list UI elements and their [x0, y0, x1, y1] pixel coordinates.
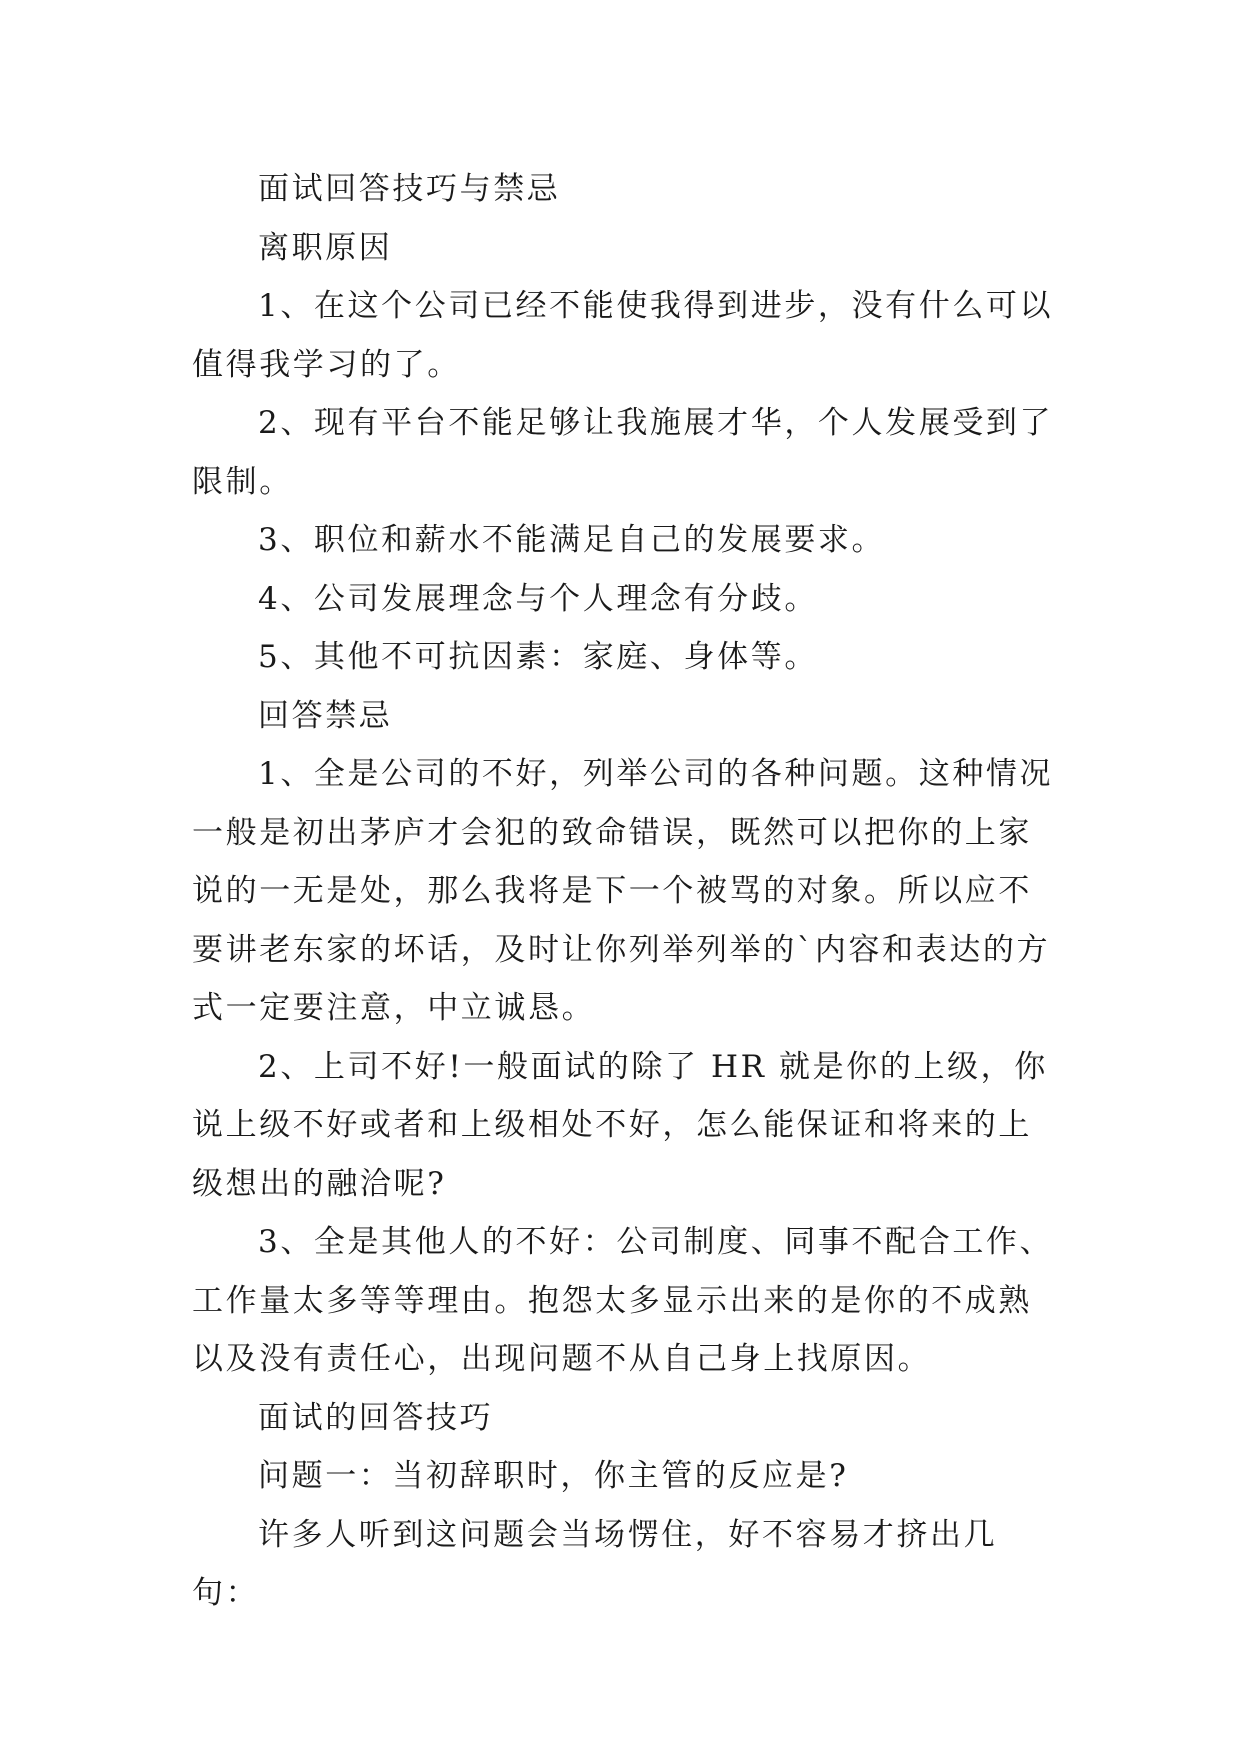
section-heading-answer-skills: 面试的回答技巧 [258, 1399, 494, 1436]
paragraph-reason-3: 3、职位和薪水不能满足自己的发展要求。 [258, 522, 886, 558]
section-heading-resignation-reasons: 离职原因 [258, 229, 393, 266]
document-body [192, 160, 1056, 1623]
paragraph-taboo-1: 1、全是公司的不好，列举公司的各种问题。这种情况一般是初出茅庐才会犯的致命错误，既然可以把你的上家说的一无是处，那么我将是下一个被骂的对象。所以应不要讲老东家的坏话，及时让你列举列举的`内容和表达的方式一定要注意，中立诚恳。 [192, 756, 1054, 1026]
paragraph-question-1-answer: 许多人听到这问题会当场愣住，好不容易才挤出几句： [192, 1516, 998, 1611]
paragraph-taboo-3: 3、全是其他人的不好：公司制度、同事不配合工作、工作量太多等等理由。抱怨太多显示出来的是你的不成熟以及没有责任心，出现问题不从自己身上找原因。 [192, 1224, 1054, 1377]
paragraph-question-1: 问题一：当初辞职时，你主管的反应是? [258, 1458, 849, 1494]
document-title: 面试回答技巧与禁忌 [258, 171, 561, 207]
paragraph-reason-5: 5、其他不可抗因素：家庭、身体等。 [258, 639, 818, 675]
paragraph-reason-1: 1、在这个公司已经不能使我得到进步，没有什么可以值得我学习的了。 [192, 288, 1054, 383]
section-heading-answer-taboos: 回答禁忌 [258, 697, 393, 734]
paragraph-reason-4: 4、公司发展理念与个人理念有分歧。 [258, 580, 818, 617]
paragraph-reason-2: 2、现有平台不能足够让我施展才华，个人发展受到了限制。 [192, 405, 1054, 500]
paragraph-taboo-2: 2、上司不好!一般面试的除了 HR 就是你的上级，你说上级不好或者和上级相处不好，怎么能保证和将来的上级想出的融洽呢? [192, 1048, 1048, 1202]
